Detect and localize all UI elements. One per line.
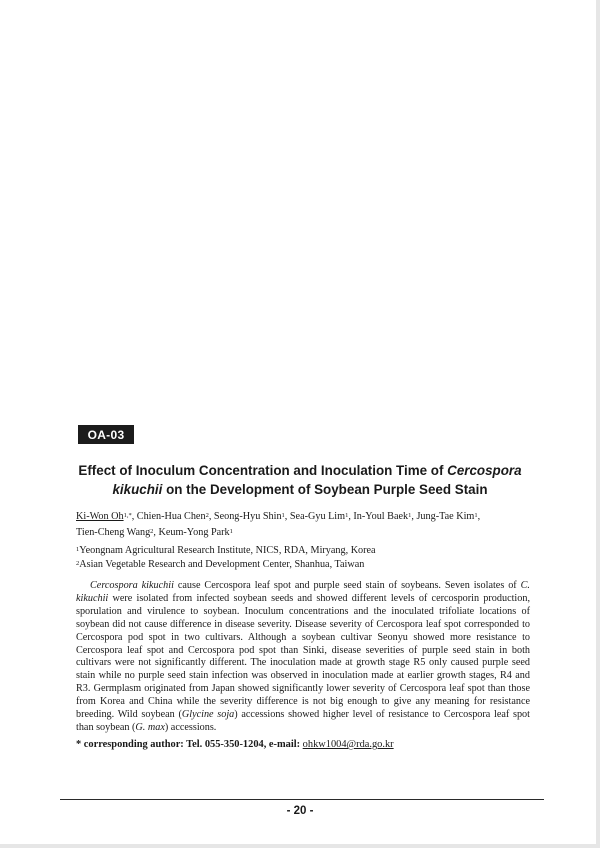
footer-divider	[60, 799, 544, 800]
author-affiliation-mark: 1,*	[123, 512, 132, 519]
affiliation-text: Yeongnam Agricultural Research Institute, NICS, RDA, Miryang, Korea	[79, 545, 376, 556]
abstract-species: Glycine soja	[181, 709, 235, 721]
author	[76, 527, 153, 538]
author-name: Jung-Tae Kim	[416, 511, 475, 522]
author	[137, 511, 209, 522]
affiliation-text: Asian Vegetable Research and Development Center, Shanhua, Taiwan	[79, 559, 365, 570]
author-affiliation-mark: 1	[408, 512, 412, 519]
author-name: Chien-Hua Chen	[136, 511, 206, 522]
corresponding-label: * corresponding author: Tel. 055-350-1204, e-mail:	[76, 739, 303, 750]
page-number: - 20 -	[286, 805, 314, 817]
author-affiliation-mark: 2	[150, 528, 154, 535]
paper-code-badge: OA-03	[78, 425, 134, 444]
author-name: Keum-Yong Park	[158, 527, 230, 538]
affiliation-mark: 1	[76, 546, 80, 553]
title-text: on the Development of Soybean Purple Seed Stain	[162, 482, 488, 497]
page-edge	[0, 844, 600, 848]
author	[290, 511, 348, 522]
abstract-text: were isolated from infected soybean seeds and showed different levels of cercosporin production, sporulation and virulence to soybean. Inoculum concentrations and the inoculated trifoliate locations of soybean did not cause difference in disease severity. Disease severity of Cercospora leaf spot corresponded to Cercospora pod spot in two cultivars. Although a soybean cultivar Seonyu showed more resistance to Cercospora leaf spot and Cercospora pod spot than Sinki, disease severities of purple seed stain in both cultivars were not significantly different. The inoculation made at growth stage R5 only caused purple seed stain while no purple seed stain infection was observed in inoculation made at earlier growth stages, R4 and R3. Germplasm originated from Japan showed significantly lower severity of Cercospora leaf spot than those from Korea and China while the severity difference is not big enough to give any meaning for resistance breeding. Wild soybean (	[76, 592, 530, 721]
author	[159, 527, 233, 538]
author-name: Tien-Cheng Wang	[76, 527, 151, 538]
abstract-species: Cercospora kikuchii	[90, 580, 174, 591]
author-name: Seong-Hyu Shin	[213, 511, 282, 522]
affiliation	[76, 544, 536, 558]
author-name: In-Youl Baek	[353, 511, 409, 522]
author-affiliation-mark: 2	[205, 512, 209, 519]
author-list: Ki-Won $Oh^{1,*}$, Chien-Hua Chen$^2$, Seong-Hyu Shin$^1$, Sea-Gyu Lim$^1$, In-Youl Baek$^1$, Jung-Tae Kim$^1$, Tien-Cheng Wang$^2$, Keum-Yong Park$^1$	[76, 511, 481, 538]
corresponding-email: ohkw1004@rda.go.kr	[302, 739, 394, 750]
abstract-text: cause Cercospora leaf spot and purple seed stain of soybeans. Seven isolates of	[173, 580, 521, 591]
affiliation	[76, 558, 536, 572]
author-affiliation-mark: 1	[229, 528, 233, 535]
abstract-text: ) accessions showed higher level of resistance to Cercospora leaf spot than soybean (	[76, 709, 530, 733]
author-name: Ki-Won Oh	[76, 511, 124, 522]
abstract-species: G. max	[135, 721, 165, 733]
abstract-species: C. kikuchii	[76, 580, 530, 604]
author	[214, 511, 285, 522]
page-edge	[596, 0, 600, 848]
author	[353, 511, 411, 522]
author-name: Sea-Gyu Lim	[289, 511, 346, 522]
corresponding-author	[76, 739, 536, 750]
affiliation-list	[76, 544, 536, 572]
title-species: Cercospora kikuchii	[112, 463, 522, 497]
author-affiliation-mark: 1	[345, 512, 349, 519]
author-affiliation-mark: 1	[281, 512, 285, 519]
paper-title	[60, 461, 540, 499]
abstract-text: ) accessions.	[164, 721, 217, 733]
title-text: Effect of Inoculum Concentration and Inoculation Time of	[78, 463, 448, 478]
affiliation-mark: 2	[76, 560, 80, 567]
abstract-paragraph	[76, 580, 530, 735]
author-affiliation-mark: 1	[474, 512, 478, 519]
author	[416, 511, 477, 522]
author	[76, 511, 132, 522]
